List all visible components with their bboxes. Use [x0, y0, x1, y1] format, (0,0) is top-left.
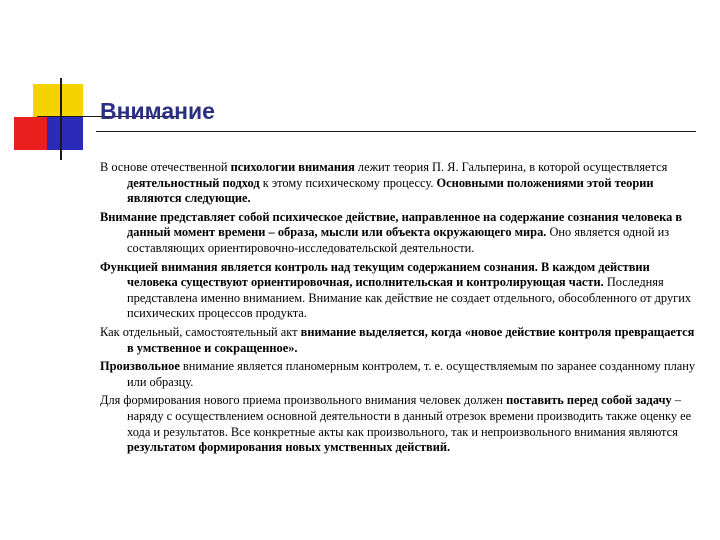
text: внимание является планомерным контролем, т. е. осуществляемым по заранее созданному плану или образцу.	[127, 359, 696, 389]
red-square	[14, 117, 50, 150]
paragraph	[100, 359, 700, 390]
bold-text: Функцией внимания является контроль над текущим содержанием сознания. В каждом действии человека существуют ориентировочная, исполнительская и контролирующая части.	[100, 259, 650, 290]
bold-text: Произвольное	[100, 359, 180, 374]
paragraph	[100, 260, 700, 322]
text: Как отдельный, самостоятельный акт	[100, 324, 301, 339]
paragraph	[100, 210, 700, 257]
bold-text: Внимание представляет собой психическое действие, направленное на содержание сознания человека в данный момент времени – образа, мысли или объекта окружающего мира.	[100, 209, 683, 240]
title-underline	[96, 131, 696, 132]
text: – наряду с осуществлением основной деятельности в данный отрезок времени производить также оценку ее хода и результатов. Все конкретные акты как произвольного, так и непроизвольного внимания являются	[127, 393, 692, 439]
text: к этому психическому процессу.	[259, 175, 437, 190]
bold-text: результатом формирования новых умственных действий.	[127, 440, 451, 455]
paragraph	[100, 160, 700, 207]
text: Оно является одной из составляющих ориентировочно-исследовательской деятельности.	[127, 225, 670, 255]
paragraph	[100, 325, 700, 356]
text: В основе отечественной	[100, 160, 231, 174]
bold-text: внимание выделяется, когда «новое действие контроля превращается в умственное и сокращенное».	[127, 324, 695, 355]
paragraph	[100, 393, 700, 455]
bold-text: Основными положениями этой теории являются следующие.	[127, 175, 654, 206]
vertical-line	[60, 78, 62, 160]
text: лежит теория П. Я. Гальперина, в которой осуществляется	[354, 160, 668, 174]
slide-body	[100, 160, 700, 459]
text: Последняя представлена именно вниманием. Внимание как действие не создает отдельного, обособленного от других психических процессов продукта.	[127, 275, 692, 321]
bold-text: деятельностный подход	[127, 175, 260, 190]
slide-title: Внимание	[100, 98, 215, 124]
blue-square	[47, 117, 83, 150]
text: Для формирования нового приема произвольного внимания человек должен	[100, 393, 507, 408]
bold-text: поставить перед собой задачу	[506, 393, 672, 408]
bold-text: психологии внимания	[230, 160, 355, 174]
